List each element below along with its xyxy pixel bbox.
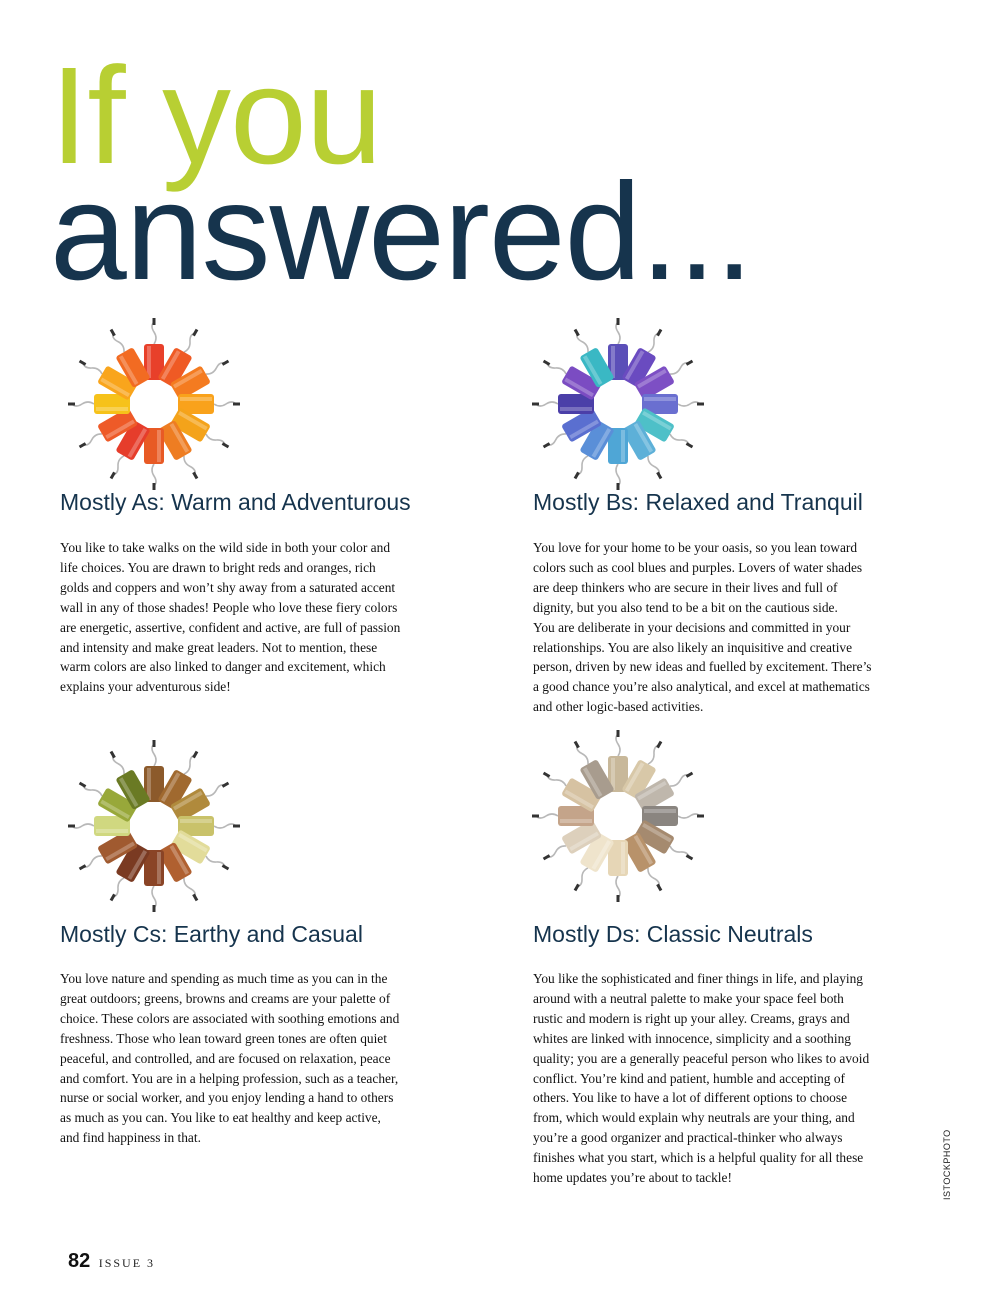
paint-roller	[642, 394, 704, 414]
page-footer	[68, 1250, 155, 1273]
title-line-1: If you	[50, 39, 382, 193]
paint-roller	[144, 428, 164, 490]
wheel-center	[596, 794, 640, 838]
paint-roller	[144, 740, 164, 802]
section-d-heading: Mostly Ds: Classic Neutrals	[533, 921, 813, 947]
wheel-center	[132, 804, 176, 848]
section-c-heading: Mostly Cs: Earthy and Casual	[60, 921, 363, 947]
photo-credit	[942, 1128, 962, 1208]
paint-roller	[144, 850, 164, 912]
paint-roller	[608, 318, 628, 380]
wheel-center	[596, 382, 640, 426]
paint-roller	[642, 806, 704, 826]
section-a-body: You like to take walks on the wild side in both your color and life choices. You are drawn to bright reds and oranges, rich golds and coppers and won’t shy away from a saturated accent wall in any of those shades! People who love these fiery colors are energetic, assertive, confident and active, are full of passion and intensity and make great leaders. Not to mention, these warm colors are also linked to danger and excitement, which explains your adventurous side!	[60, 540, 401, 695]
page-title	[50, 39, 753, 309]
paint-roller	[178, 816, 240, 836]
paint-roller	[608, 730, 628, 792]
neutral-paint-roller-wheel-image	[532, 730, 704, 902]
paint-roller	[178, 394, 240, 414]
photo-credit-text: ISTOCKPHOTO	[942, 1129, 952, 1200]
section-b-heading: Mostly Bs: Relaxed and Tranquil	[533, 489, 863, 515]
paint-roller	[608, 840, 628, 902]
section-b-body: You love for your home to be your oasis, so you lean toward colors such as cool blues and purples. Lovers of water shades are deep thinkers who are secure in their lives and full of dignity, but you also tend to be a bit on the cautious side. You are deliberate in your decisions and committed in your relationships. You are also likely an inquisitive and creative person, driven by new ideas and fuelled by excitement. There’s a good chance you’re also analytical, and excel at mathematics and other logic-based activities.	[533, 540, 872, 715]
paint-roller	[68, 816, 130, 836]
paint-roller	[144, 318, 164, 380]
paint-roller	[68, 394, 130, 414]
page-number: 82	[68, 1250, 91, 1272]
cool-paint-roller-wheel-image	[532, 318, 704, 490]
issue-label: ISSUE 3	[98, 1256, 156, 1270]
wheel-center	[132, 382, 176, 426]
section-a-heading: Mostly As: Warm and Adventurous	[60, 489, 411, 515]
paint-roller	[532, 806, 594, 826]
paint-roller	[532, 394, 594, 414]
section-d-body: You like the sophisticated and finer things in life, and playing around with a neutral palette to make your space feel both rustic and modern is right up your alley. Creams, grays and whites are linked with innocence, simplicity and a soothing quality; you are a generally peaceful person who likes to avoid conflict. You’re kind and patient, humble and accepting of others. You like to have a lot of different options to choose from, which would explain why neutrals are your thing, and you’re a good organizer and practical-thinker who always finishes what you start, which is a helpful quality for all these home updates you’re about to tackle!	[533, 971, 870, 1186]
paint-roller	[608, 428, 628, 490]
warm-paint-roller-wheel-image	[68, 318, 240, 490]
section-c-body: You love nature and spending as much time as you can in the great outdoors; greens, browns and creams are your palette of choice. These colors are associated with soothing emotions and freshness. Those who lean toward green tones are often quiet peaceful, and controlled, and are focused on relaxation, peace and comfort. You are in a helping profession, such as a teacher, nurse or social worker, and you enjoy lending a hand to others as much as you can. You like to eat healthy and keep active, and find happiness in that.	[60, 971, 400, 1146]
earthy-paint-roller-wheel-image	[68, 740, 240, 912]
title-line-2: answered...	[50, 155, 753, 309]
